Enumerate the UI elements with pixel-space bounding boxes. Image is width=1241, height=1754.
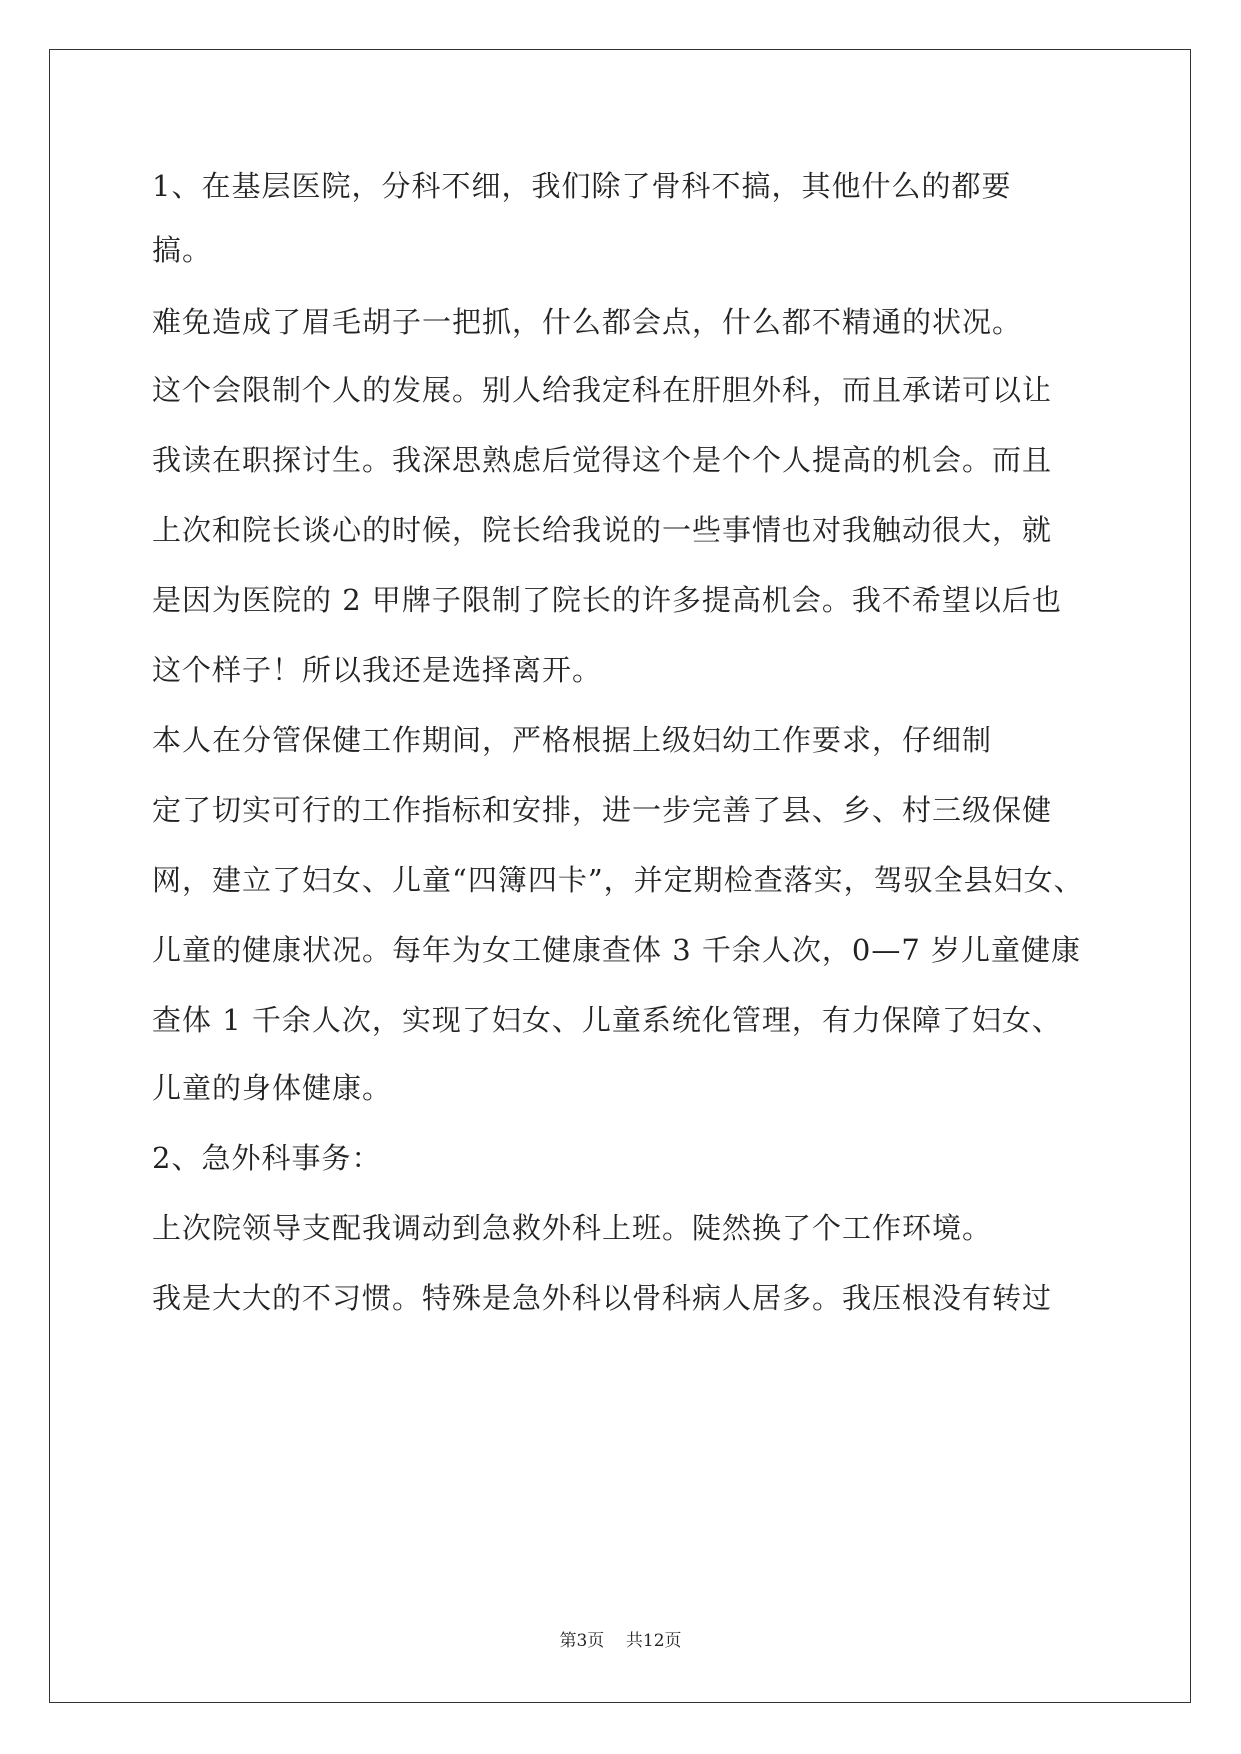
text-line: 这个样子！所以我还是选择离开。 <box>152 653 603 687</box>
text-line: 查体 1 千余人次，实现了妇女、儿童系统化管理，有力保障了妇女、 <box>152 1003 1062 1037</box>
text-line: 我读在职探讨生。我深思熟虑后觉得这个是个个人提高的机会。而且 <box>152 443 1053 477</box>
text-line: 上次和院长谈心的时候，院长给我说的一些事情也对我触动很大，就 <box>152 513 1053 547</box>
text-line: 定了切实可行的工作指标和安排，进一步完善了县、乡、村三级保健 <box>152 793 1053 827</box>
text-line: 搞。 <box>152 233 213 267</box>
text-line: 儿童的健康状况。每年为女工健康查体 3 千余人次，0—7 岁儿童健康 <box>152 933 1082 967</box>
text-line: 这个会限制个人的发展。别人给我定科在肝胆外科，而且承诺可以让 <box>152 373 1053 407</box>
text-line: 我是大大的不习惯。特殊是急外科以骨科病人居多。我压根没有转过 <box>152 1281 1053 1315</box>
text-line: 儿童的身体健康。 <box>152 1071 393 1105</box>
text-line: 是因为医院的 2 甲牌子限制了院长的许多提高机会。我不希望以后也 <box>152 583 1062 617</box>
text-line: 难免造成了眉毛胡子一把抓，什么都会点，什么都不精通的状况。 <box>152 305 1023 339</box>
text-line: 上次院领导支配我调动到急救外科上班。陡然换了个工作环境。 <box>152 1211 993 1245</box>
text-line: 1、在基层医院，分科不细，我们除了骨科不搞，其他什么的都要 <box>152 169 1012 203</box>
text-line: 2、急外科事务： <box>152 1141 382 1175</box>
text-line: 网，建立了妇女、儿童“四簿四卡”，并定期检查落实，驾驭全县妇女、 <box>152 863 1084 897</box>
text-line: 本人在分管保健工作期间，严格根据上级妇幼工作要求，仔细制 <box>152 723 993 757</box>
page-number-footer: 第3页 共12页 <box>559 1631 682 1651</box>
